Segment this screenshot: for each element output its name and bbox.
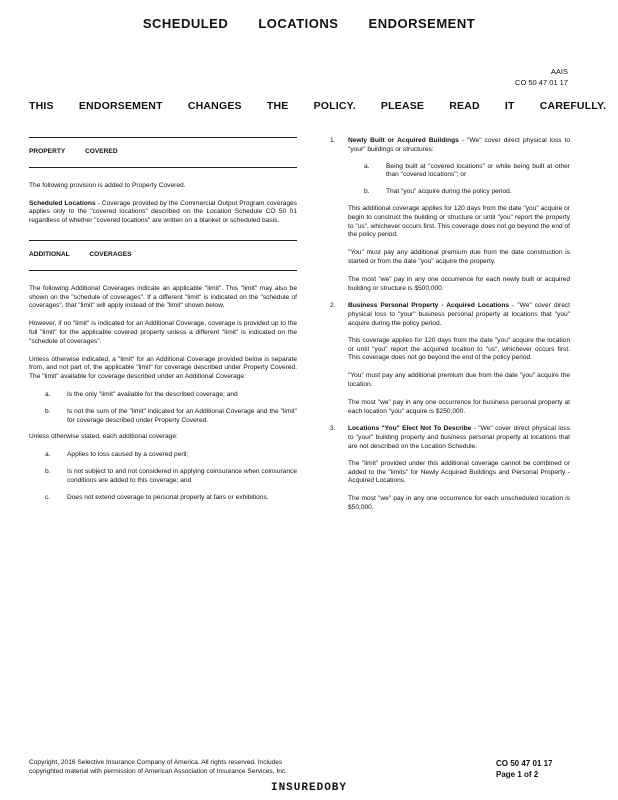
endorsement-banner: THIS ENDORSEMENT CHANGES THE POLICY. PLEASE READ IT CAREFULLY.: [29, 100, 607, 112]
term-scheduled-locations: Scheduled Locations: [29, 199, 96, 207]
list-label: a.: [45, 390, 51, 398]
aais-label: AAIS: [550, 67, 568, 76]
paragraph: Unless otherwise indicated, a "limit" for an Additional Coverage provided below is separate from, and not part of, the applicable "limit" for coverage described under Property Covered. The "limit" available for coverage described under an Additional Coverage:: [29, 355, 297, 381]
list-text: That "you" acquire during the policy period.: [386, 188, 512, 196]
divider: [29, 240, 297, 241]
paragraph: This additional coverage applies for 120 days from the date "you" acquire or begin to construct the building or structure or until "you" report the property to "us", whichever occurs first. This coverage does not go beyond the end of the policy period.: [348, 204, 570, 239]
item-heading: [348, 137, 570, 155]
paragraph: "You" must pay any additional premium due from the date "you" acquire the location.: [348, 372, 570, 388]
list-text: Is not subject to and not considered in applying coinsurance when coinsurance conditions are added to this coverage; and: [67, 467, 297, 484]
paragraph-text: - Coverage provided by the Commercial Output Program coverages applies only to the "covered locations" described on the Location Schedule CO 50 01 regardless of whether "covered locations" are written on a blanket or scheduled basis.: [29, 199, 297, 225]
form-number: CO 50 47 01 17: [515, 78, 568, 87]
coverage-item-newly-built: [330, 137, 570, 155]
item-title: Newly Built or Acquired Buildings: [348, 137, 459, 144]
paragraph: The "limit" provided under this additional coverage cannot be combined or added to the "limits" for Newly Acquired Buildings and Personal Property - Acquired Locations.: [348, 459, 570, 485]
document-title: SCHEDULED LOCATIONS ENDORSEMENT: [142, 16, 476, 31]
item-text: - "We" cover direct physical loss to "your" buildings or structures:: [348, 137, 570, 153]
footer-form-number: CO 50 47 01 17: [496, 759, 553, 768]
list-text: Being built at "covered locations" or while being built at other than "covered locations"; or: [386, 162, 570, 179]
list-label: b.: [45, 467, 51, 475]
list-text: Is not the sum of the "limit" indicated for an Additional Coverage and the "limit" for coverage described under Property Covered.: [67, 407, 297, 424]
item-title: Locations "You" Elect Not To Describe: [348, 425, 472, 433]
item-text: - "We" cover direct physical loss to "your" business personal property at locations that "you" acquire during the policy period.: [348, 302, 570, 327]
footer-form-info: [496, 758, 552, 780]
item-heading: [348, 302, 570, 328]
item-number: 1.: [330, 137, 336, 144]
paragraph: "You" must pay any additional premium due from the date construction is started or from the date "you" acquire the property.: [348, 249, 570, 265]
divider: [29, 167, 297, 168]
paragraph: Unless otherwise stated, each additional coverage:: [29, 433, 178, 441]
page-number: Page 1 of 2: [496, 770, 539, 779]
list-text: Is the only "limit" available for the described coverage; and: [67, 390, 238, 398]
paragraph: The most "we" pay in any one occurrence for business personal property at each location "you" acquire is $250,000.: [348, 398, 570, 415]
item-number: 2.: [330, 302, 336, 310]
copyright-line: Copyright, 2016 Selective Insurance Company of America. All rights reserved. Includes: [29, 759, 283, 766]
coverage-item-undescribed-locations: [330, 425, 570, 451]
paragraph: The following Additional Coverages indicate an applicable "limit". This "limit" may also be shown on the "schedule of coverages". If a different "limit" is indicated on the "schedule of coverages", that "limit" will apply instead of the "limit" shown below.: [29, 284, 297, 310]
list-item: [29, 408, 297, 426]
paragraph: The following provision is added to Property Covered.: [29, 181, 186, 189]
left-column: [29, 137, 297, 510]
list-item: [348, 188, 570, 197]
divider: [29, 137, 297, 138]
coverage-item-acquired-locations: [330, 302, 570, 328]
list-label: b.: [364, 188, 370, 196]
item-heading: [348, 425, 570, 451]
list-text: Applies to loss caused by a covered peril;: [67, 451, 189, 459]
list-label: c.: [45, 493, 51, 501]
paragraph: This coverage applies for 120 days from the date "you" acquire the location or until "you" report the acquired location to "us", whichever occurs first. This coverage does not go beyond the end of the policy period.: [348, 336, 570, 362]
copyright-line: copyrighted material with permission of American Association of Insurance Services, Inc.: [29, 768, 288, 775]
form-codes: [515, 66, 568, 88]
copyright-notice: [29, 758, 429, 776]
paragraph: However, if no "limit" is indicated for an Additional Coverage, coverage is provided up to the full "limit" for the applicable covered property unless a different "limit" is indicated on the "schedule of coverages".: [29, 320, 297, 345]
list-label: b.: [45, 407, 51, 415]
divider: [29, 270, 297, 271]
paragraph: The most "we" pay in any one occurrence for each newly built or acquired building or structure is $500,000.: [348, 275, 570, 292]
section-heading-additional-coverages: ADDITIONAL COVERAGES: [29, 250, 132, 258]
watermark: INSUREDOBY: [270, 782, 347, 794]
list-item: [29, 494, 297, 503]
paragraph-scheduled-locations: [29, 200, 297, 226]
section-heading-property-covered: PROPERTY COVERED: [29, 148, 118, 155]
paragraph: The most "we" pay in any one occurrence for each unscheduled location is $50,000.: [348, 495, 570, 511]
right-column: [330, 137, 570, 522]
list-item: [29, 451, 297, 460]
item-text: - "We" cover direct physical loss to "your" building property and business personal property at locations that are not described on the Location Schedule.: [348, 425, 570, 450]
list-text: Does not extend coverage to personal property at fairs or exhibitions.: [67, 493, 269, 501]
item-number: 3.: [330, 425, 336, 433]
list-label: a.: [45, 451, 51, 459]
item-title: Business Personal Property - Acquired Locations: [348, 302, 510, 310]
list-item: [29, 468, 297, 486]
list-item: [348, 163, 570, 181]
list-label: a.: [364, 162, 370, 170]
list-item: [29, 391, 297, 400]
